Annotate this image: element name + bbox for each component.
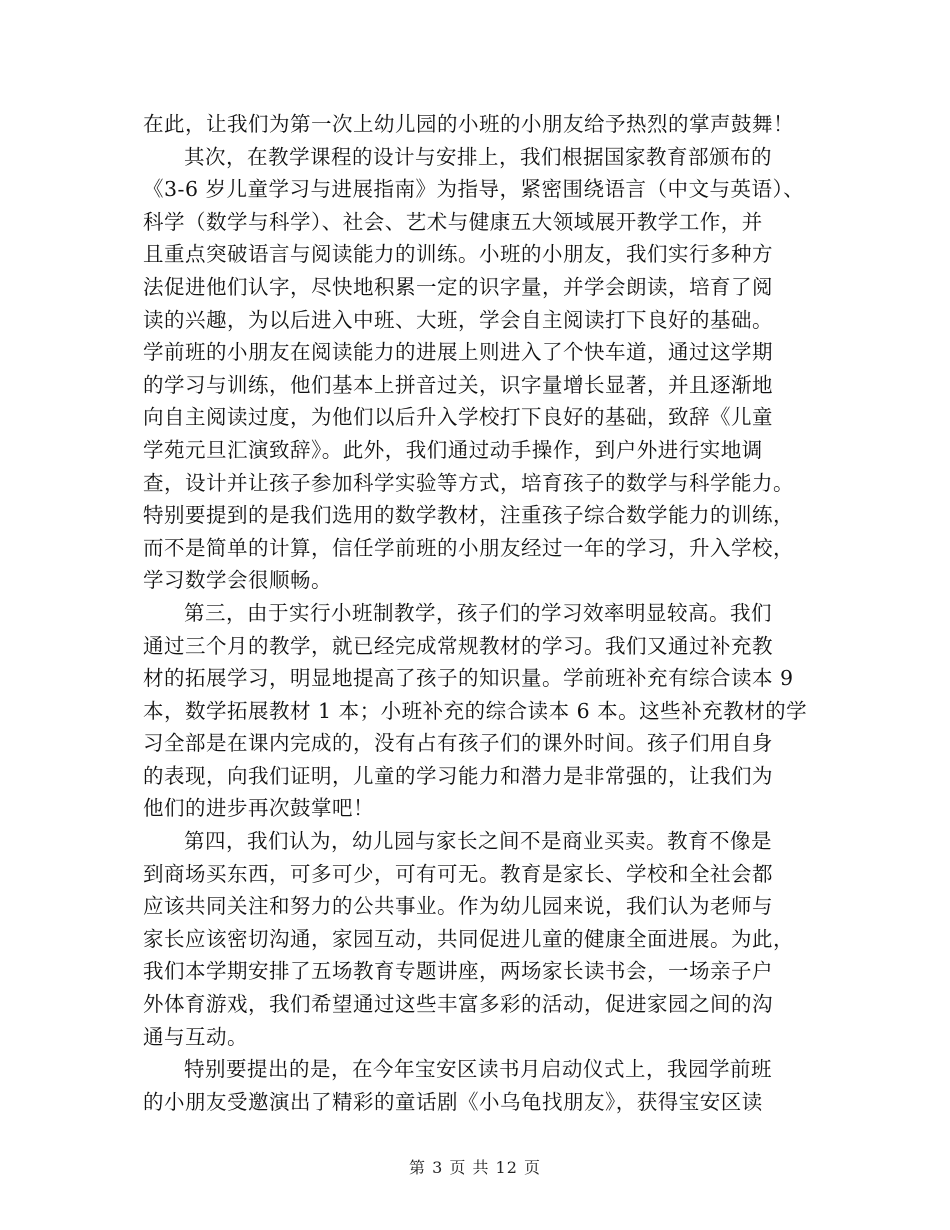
text-line: 习全部是在课内完成的，没有占有孩子们的课外时间。孩子们用自身 [143, 731, 773, 756]
text-line: 学苑元旦汇演致辞》。此外，我们通过动手操作，到户外进行实地调 [143, 437, 763, 462]
text-line: 《3-6 岁儿童学习与进展指南》为指导，紧密围绕语言（中文与英语）、 [143, 177, 805, 202]
text-line: 第三，由于实行小班制教学，孩子们的学习效率明显较高。我们 [184, 600, 772, 625]
text-line: 我们本学期安排了五场教育专题讲座，两场家长读书会，一场亲子户 [143, 959, 773, 984]
text-line: 在此，让我们为第一次上幼儿园的小班的小朋友给予热烈的掌声鼓舞！ [143, 112, 794, 136]
text-line: 的表现，向我们证明，儿童的学习能力和潜力是非常强的，让我们为 [143, 763, 773, 788]
text-line: 学前班的小朋友在阅读能力的进展上则进入了个快车道，通过这学期 [143, 340, 773, 365]
text-line: 材的拓展学习，明显地提高了孩子的知识量。学前班补充有综合读本 9 [143, 666, 794, 691]
text-line: 特别要提到的是我们选用的数学教材，注重孩子综合数学能力的训练， [143, 503, 794, 528]
text-line: 且重点突破语言与阅读能力的训练。小班的小朋友，我们实行多种方 [143, 242, 773, 267]
text-line: 到商场买东西，可多可少，可有可无。教育是家长、学校和全社会都 [143, 861, 773, 886]
text-line: 的小朋友受邀演出了精彩的童话剧《小乌龟找朋友》，获得宝安区读 [143, 1089, 763, 1114]
text-line: 的学习与训练，他们基本上拼音过关，识字量增长显著，并且逐渐地 [143, 372, 773, 397]
text-line: 第四，我们认为，幼儿园与家长之间不是商业买卖。教育不像是 [184, 829, 772, 854]
text-line: 特别要提出的是，在今年宝安区读书月启动仪式上，我园学前班 [184, 1057, 772, 1082]
text-line: 其次，在教学课程的设计与安排上，我们根据国家教育部颁布的 [184, 144, 772, 169]
text-line: 通与互动。 [143, 1024, 248, 1049]
text-line: 外体育游戏，我们希望通过这些丰富多彩的活动，促进家园之间的沟 [143, 992, 773, 1017]
text-line: 家长应该密切沟通，家园互动，共同促进儿童的健康全面进展。为此， [143, 926, 794, 951]
text-line: 而不是简单的计算，信任学前班的小朋友经过一年的学习，升入学校， [143, 535, 794, 560]
text-line: 本，数学拓展教材 1 本；小班补充的综合读本 6 本。这些补充教材的学 [143, 698, 808, 723]
text-line: 查，设计并让孩子参加科学实验等方式，培育孩子的数学与科学能力。 [143, 470, 794, 495]
text-line: 学习数学会很顺畅。 [143, 568, 332, 593]
document-body [143, 108, 808, 1118]
page-footer: 第 3 页 共 12 页 [409, 1158, 541, 1177]
text-line: 读的兴趣，为以后进入中班、大班，学会自主阅读打下良好的基础。 [143, 307, 773, 332]
text-line: 他们的进步再次鼓掌吧！ [143, 796, 374, 821]
text-line: 应该共同关注和努力的公共事业。作为幼儿园来说，我们认为老师与 [143, 894, 773, 919]
text-line: 法促进他们认字，尽快地积累一定的识字量，并学会朗读，培育了阅 [143, 274, 773, 299]
text-line: 向自主阅读过度，为他们以后升入学校打下良好的基础，致辞《儿童 [143, 405, 773, 430]
text-line: 科学（数学与科学）、社会、艺术与健康五大领域展开教学工作，并 [143, 209, 763, 234]
text-line: 通过三个月的教学，就已经完成常规教材的学习。我们又通过补充教 [143, 633, 773, 658]
